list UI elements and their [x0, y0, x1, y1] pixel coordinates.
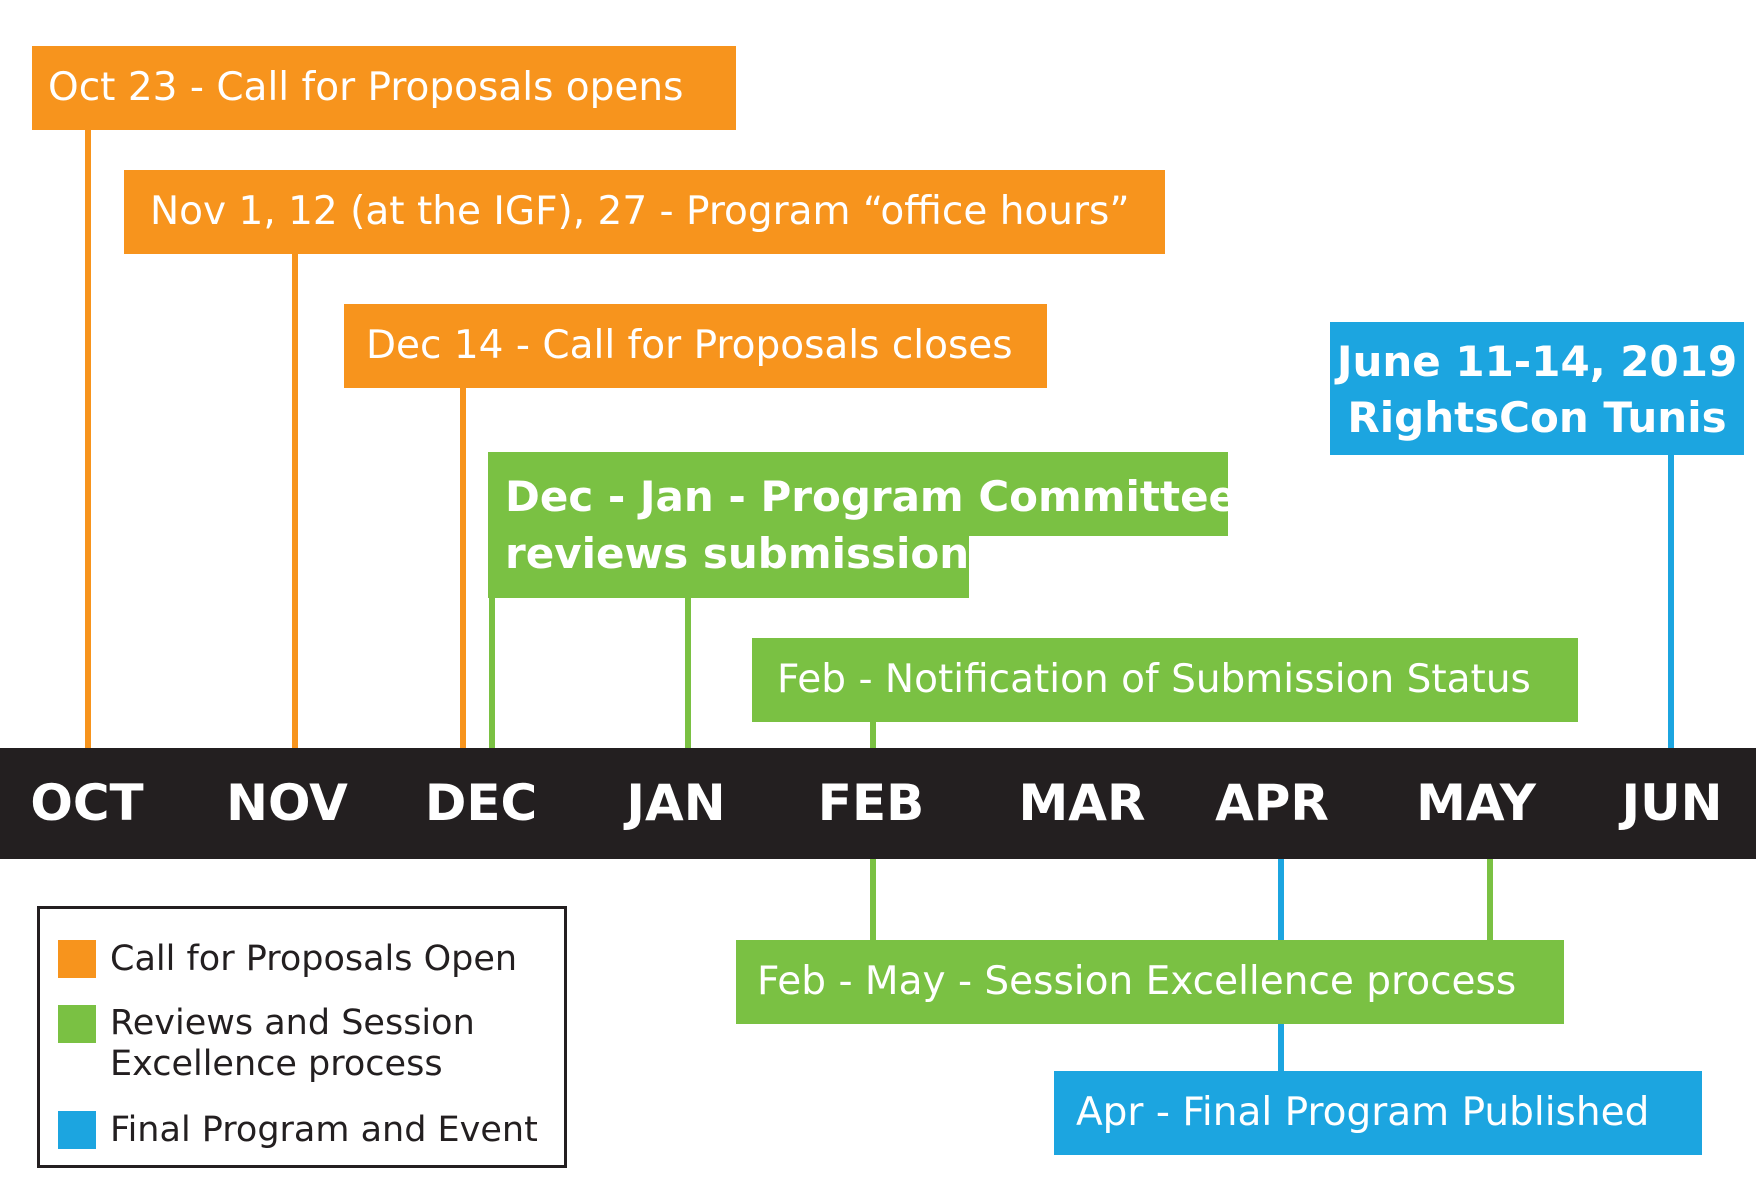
- connector-session-end: [1487, 852, 1493, 942]
- legend-label: Final Program and Event: [110, 1110, 538, 1150]
- month-jan: JAN: [626, 774, 726, 832]
- connector-office-hours: [292, 252, 298, 762]
- event-final-program: [1054, 1071, 1702, 1155]
- event-notification: [752, 638, 1578, 722]
- event-cfp-opens: [32, 46, 736, 130]
- month-jun: JUN: [1621, 774, 1723, 832]
- connector-event: [1668, 453, 1674, 762]
- month-apr: APR: [1215, 774, 1329, 832]
- month-dec: DEC: [424, 774, 538, 832]
- month-feb: FEB: [817, 774, 925, 832]
- event-rightscon-line2: RightsCon Tunis: [1347, 393, 1727, 442]
- connector-review-end: [685, 597, 691, 762]
- event-office-hours: [124, 170, 1165, 254]
- legend-swatch-green: [58, 1005, 96, 1043]
- legend: [37, 906, 567, 1168]
- legend-label: Excellence process: [110, 1044, 443, 1084]
- event-notification-label: Feb - Notification of Submission Status: [777, 657, 1531, 702]
- month-may: MAY: [1416, 774, 1536, 832]
- event-committee-review-line1: Dec - Jan - Program Committee: [505, 472, 1238, 521]
- connector-cfp-closes: [460, 385, 466, 762]
- event-cfp-closes: [344, 304, 1047, 388]
- event-final-program-label: Apr - Final Program Published: [1076, 1090, 1650, 1135]
- legend-label: Reviews and Session: [110, 1003, 475, 1043]
- event-committee-review-line2: reviews submissions: [505, 529, 995, 578]
- month-oct: OCT: [30, 774, 144, 832]
- month-mar: MAR: [1018, 774, 1146, 832]
- event-session-excellence-label: Feb - May - Session Excellence process: [757, 959, 1517, 1004]
- event-cfp-closes-label: Dec 14 - Call for Proposals closes: [366, 323, 1013, 368]
- connector-cfp-opens: [85, 128, 91, 762]
- month-nov: NOV: [226, 774, 348, 832]
- legend-label: Call for Proposals Open: [110, 939, 518, 979]
- connector-session-start: [870, 852, 876, 942]
- event-session-excellence: [736, 940, 1564, 1024]
- event-cfp-opens-label: Oct 23 - Call for Proposals opens: [48, 65, 684, 110]
- legend-swatch-orange: [58, 940, 96, 978]
- event-rightscon-line1: June 11-14, 2019: [1336, 337, 1738, 386]
- event-office-hours-label: Nov 1, 12 (at the IGF), 27 - Program “office hours”: [150, 189, 1130, 234]
- legend-swatch-blue: [58, 1111, 96, 1149]
